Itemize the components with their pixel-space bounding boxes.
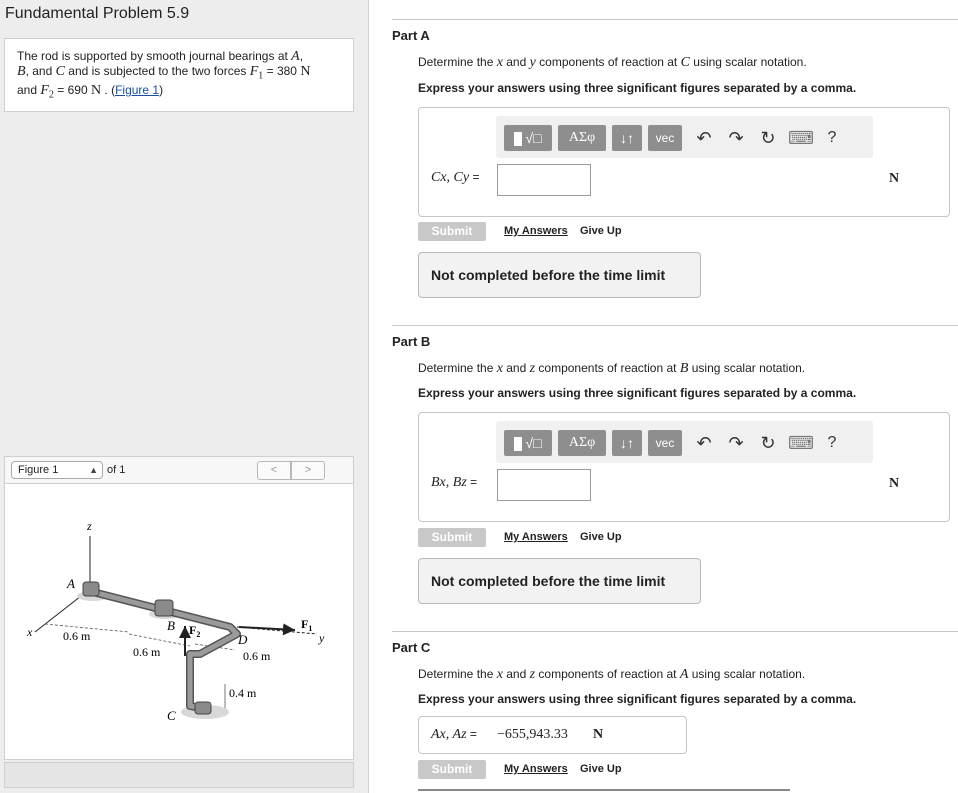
part-c-answer-box: [418, 716, 687, 754]
part-a-instruction: Express your answers using three significant figures separated by a comma.: [418, 81, 857, 95]
part-b-variable-label: Bx, Bz =: [431, 475, 478, 490]
problem-text: . (: [101, 83, 116, 98]
symbol-C: C: [55, 64, 65, 79]
symbol-F1-sub: 1: [258, 70, 264, 82]
figure-select-value: Figure 1: [18, 464, 59, 476]
math-toolbar: [496, 116, 873, 158]
symbol-B: B: [17, 64, 26, 79]
symbol-F2-sub: 2: [48, 89, 54, 101]
part-c-title: Part C: [392, 640, 431, 655]
keyboard-icon[interactable]: ⌨: [788, 433, 814, 453]
y-axis-label: y: [319, 631, 325, 645]
x-axis-label: x: [27, 625, 33, 639]
arrows-button[interactable]: ↓↑: [612, 125, 642, 151]
help-icon[interactable]: ?: [827, 434, 837, 451]
dimension-label: 0.4 m: [229, 686, 257, 700]
z-axis-label: z: [87, 519, 92, 533]
part-a-time-limit-notice: Not completed before the time limit: [418, 252, 701, 298]
figure-area: [4, 484, 354, 760]
part-a-answer-input[interactable]: [497, 164, 591, 196]
greek-symbols-button[interactable]: ΑΣφ: [558, 430, 606, 456]
dimension-label: 0.6 m: [243, 649, 271, 663]
part-b-time-limit-notice: Not completed before the time limit: [418, 558, 701, 604]
panel-divider: [368, 0, 369, 793]
point-B-label: B: [167, 618, 175, 633]
force-F2-label: $F_2$: [189, 623, 201, 639]
part-c-variable-label: Ax, Az =: [431, 727, 477, 742]
dimension-label: 0.6 m: [63, 629, 91, 643]
problem-text: ): [159, 83, 164, 98]
dimension-label: 0.6 m: [133, 645, 161, 659]
help-icon[interactable]: ?: [827, 129, 837, 146]
part-c-give-up-link[interactable]: Give Up: [580, 763, 622, 775]
previous-figure-button[interactable]: <: [257, 461, 291, 480]
point-A-label: A: [67, 576, 75, 591]
part-a-submit-button[interactable]: Submit: [418, 222, 486, 241]
arrows-button[interactable]: ↓↑: [612, 430, 642, 456]
part-b-answer-input[interactable]: [497, 469, 591, 501]
bearing-A: [83, 582, 99, 596]
part-c-unit: N: [593, 727, 604, 742]
undo-icon[interactable]: ↶: [696, 128, 712, 148]
bearing-B: [155, 600, 173, 616]
greek-symbols-button[interactable]: ΑΣφ: [558, 125, 606, 151]
problem-text: ,: [299, 49, 304, 63]
problem-panel: [0, 0, 368, 793]
problem-statement: [4, 38, 354, 112]
part-b-my-answers-link[interactable]: My Answers: [504, 531, 568, 543]
part-a-question: Determine the x and y components of reaction at C using scalar notation.: [418, 55, 807, 70]
part-b-instruction: Express your answers using three significant figures separated by a comma.: [418, 386, 857, 400]
symbol-F1: F: [249, 64, 259, 79]
part-c-my-answers-link[interactable]: My Answers: [504, 763, 568, 775]
problem-text: = 380: [263, 64, 301, 78]
figure-toolbar: [4, 456, 354, 484]
keyboard-icon[interactable]: ⌨: [788, 128, 814, 148]
part-divider: [392, 325, 958, 326]
figure-select[interactable]: [11, 461, 103, 479]
unit-N: N: [90, 83, 102, 99]
problem-text: = 690: [53, 83, 91, 98]
math-toolbar: [496, 421, 873, 463]
vector-button[interactable]: vec: [648, 430, 682, 456]
part-b-submit-button[interactable]: Submit: [418, 528, 486, 547]
redo-icon[interactable]: ↷: [728, 128, 744, 148]
part-b-question: Determine the x and z components of reaction at B using scalar notation.: [418, 361, 806, 376]
unit-N: N: [300, 64, 311, 79]
part-b-unit: N: [889, 476, 900, 491]
part-divider: [392, 631, 958, 632]
force-F1-label: $F_1$: [301, 617, 313, 633]
part-b-give-up-link[interactable]: Give Up: [580, 531, 622, 543]
part-c-question: Determine the x and z components of reaction at A using scalar notation.: [418, 667, 806, 682]
bottom-divider: [418, 789, 790, 791]
symbol-F2: F: [40, 83, 49, 99]
select-arrows-icon: ▲: [89, 465, 98, 475]
part-a-my-answers-link[interactable]: My Answers: [504, 225, 568, 237]
part-a-give-up-link[interactable]: Give Up: [580, 225, 622, 237]
part-a-unit: N: [889, 171, 900, 186]
rod-figure: [5, 484, 353, 758]
part-b-answer-box: [418, 412, 950, 522]
part-c-answer-value: −655,943.33: [497, 727, 568, 742]
redo-icon[interactable]: ↷: [728, 433, 744, 453]
problem-text: and is subjected to the two forces: [64, 64, 250, 78]
point-C-label: C: [167, 708, 176, 723]
reset-icon[interactable]: ↻: [760, 128, 776, 148]
part-c-instruction: Express your answers using three significant figures separated by a comma.: [418, 692, 857, 706]
part-a-answer-box: [418, 107, 950, 217]
part-a-variable-label: Cx, Cy =: [431, 170, 480, 185]
left-footer-bar: [4, 762, 354, 788]
next-figure-button[interactable]: >: [291, 461, 325, 480]
problem-text: , and: [25, 64, 56, 78]
problem-text: and: [17, 83, 41, 98]
figure-count: of 1: [107, 464, 126, 476]
template-block-icon: [514, 437, 522, 451]
part-divider: [392, 19, 958, 20]
templates-button[interactable]: √□: [504, 125, 552, 151]
template-block-icon: [514, 132, 522, 146]
undo-icon[interactable]: ↶: [696, 433, 712, 453]
figure-link[interactable]: Figure 1: [115, 83, 160, 98]
part-a-title: Part A: [392, 28, 430, 43]
symbol-A: A: [291, 49, 300, 64]
bearing-C: [195, 702, 211, 714]
point-D-label: D: [238, 632, 248, 647]
reset-icon[interactable]: ↻: [760, 433, 776, 453]
vector-button[interactable]: vec: [648, 125, 682, 151]
templates-button[interactable]: √□: [504, 430, 552, 456]
part-c-submit-button[interactable]: Submit: [418, 760, 486, 779]
problem-title: Fundamental Problem 5.9: [5, 5, 190, 22]
part-b-title: Part B: [392, 334, 431, 349]
problem-text: The rod is supported by smooth journal bearings at: [17, 49, 292, 63]
